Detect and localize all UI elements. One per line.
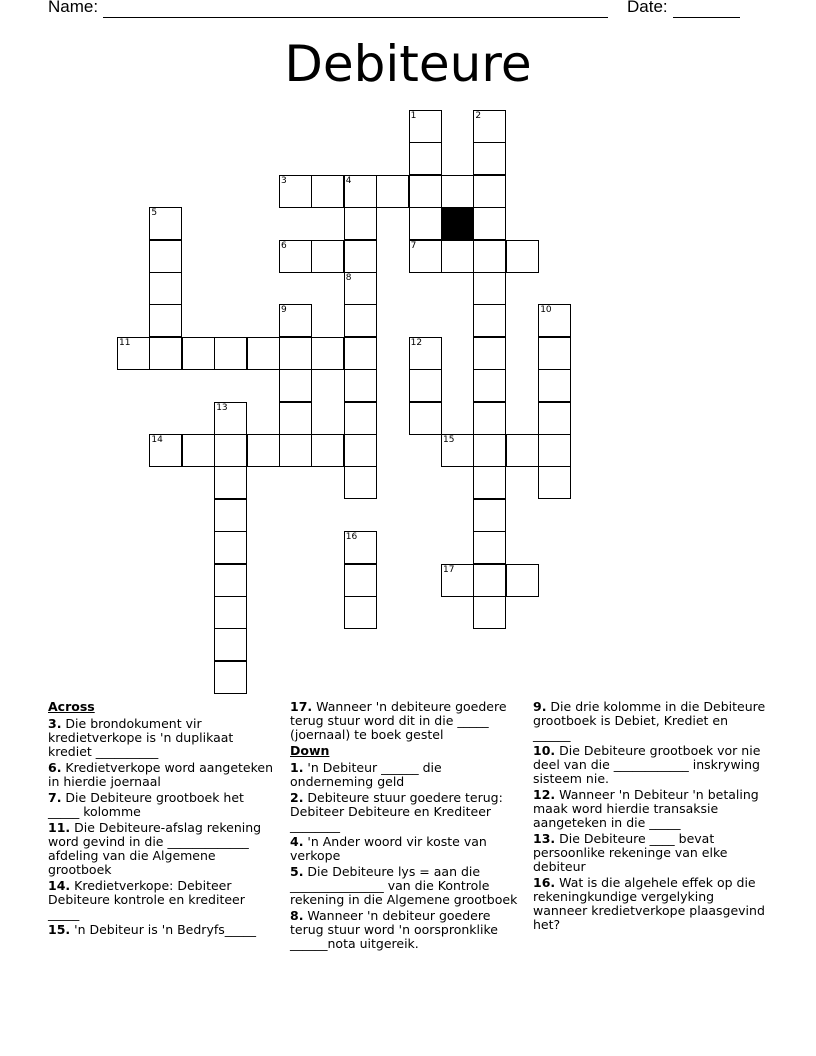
across-heading: Across (48, 699, 95, 714)
crossword-cell[interactable] (344, 434, 377, 467)
crossword-cell[interactable] (344, 175, 377, 208)
crossword-cell[interactable] (149, 304, 182, 337)
clue-number: 8 (345, 273, 352, 283)
clue-number: 9 (281, 305, 287, 316)
crossword-cell[interactable] (182, 337, 215, 370)
clue-number: 6 (281, 240, 287, 251)
crossword-cell[interactable] (473, 272, 506, 305)
crossword-cell[interactable] (473, 207, 506, 240)
crossword-cell[interactable] (214, 531, 247, 564)
crossword-cell[interactable] (311, 175, 344, 208)
crossword-cell[interactable] (182, 434, 215, 467)
crossword-cell[interactable] (214, 466, 247, 499)
clue-number: 17 (443, 564, 455, 575)
crossword-cell[interactable] (279, 337, 312, 370)
clue-text: 'n Debiteur is 'n Bedryfs_____ (70, 922, 257, 937)
clue-number: 16 (345, 532, 358, 543)
clue-number: 14. (48, 878, 71, 893)
crossword-cell[interactable] (344, 240, 377, 273)
clue-number: 17. (290, 699, 313, 714)
clue-number: 3. (48, 716, 62, 731)
crossword-cell[interactable] (409, 207, 442, 240)
across-clue (48, 791, 273, 819)
clue-text: Kredietverkope word aangeteken in hierdie joernaal (48, 760, 274, 789)
crossword-cell[interactable] (473, 531, 506, 564)
crossword-cell[interactable] (344, 466, 377, 499)
down-clue (290, 835, 522, 863)
crossword-cell[interactable] (473, 499, 506, 532)
clue-number: 4. (290, 834, 304, 849)
crossword-cell[interactable] (473, 175, 506, 208)
crossword-cell[interactable] (538, 434, 571, 467)
crossword-cell[interactable] (473, 434, 506, 467)
crossword-cell[interactable] (344, 531, 377, 564)
crossword-cell[interactable] (214, 661, 247, 694)
crossword-cell[interactable] (149, 434, 182, 467)
clue-number: 7 (410, 240, 417, 251)
clue-number: 11. (48, 820, 71, 835)
crossword-cell[interactable] (473, 240, 506, 273)
clue-number: 12 (410, 337, 423, 348)
crossword-cell[interactable] (409, 402, 442, 435)
clue-text: 'n Debiteur ______ die onderneming geld (290, 760, 442, 789)
clue-column-1 (48, 700, 273, 939)
crossword-cell[interactable] (214, 628, 247, 661)
crossword-cell[interactable] (311, 240, 344, 273)
clue-text: Debiteure stuur goedere terug: Debiteer Debiteure en Krediteer ________ (290, 790, 503, 833)
clue-text: Kredietverkope: Debiteer Debiteure kontrole en krediteer _____ (48, 878, 245, 921)
down-clue (290, 791, 522, 833)
crossword-cell[interactable] (376, 175, 409, 208)
clue-number: 15 (443, 435, 455, 445)
clue-number: 6. (48, 760, 62, 775)
crossword-cell[interactable] (538, 466, 571, 499)
clue-text: Die Debiteure-afslag rekening word gevind in die _____________ afdeling van die Algemene grootboek (48, 820, 262, 877)
crossword-cell[interactable] (344, 369, 377, 402)
crossword-cell[interactable] (473, 369, 506, 402)
clue-number: 1 (410, 111, 417, 121)
across-clue (48, 879, 273, 921)
clue-number: 10 (540, 305, 552, 316)
crossword-cell[interactable] (441, 434, 474, 467)
clue-number: 11 (119, 337, 131, 348)
clue-column-2 (290, 700, 522, 953)
clue-column-3 (533, 700, 768, 934)
crossword-cell[interactable] (538, 402, 571, 435)
clue-text: Die Debiteure grootboek vor nie deel van die ____________ inskrywing sisteem nie. (533, 743, 761, 786)
down-clue (533, 832, 768, 874)
clue-text: Die Debiteure ____ bevat persoonlike rekeninge van elke debiteur (533, 831, 728, 874)
across-clue (48, 923, 273, 937)
clue-text: Wanneer 'n debiteur goedere terug stuur word 'n oorspronklike ______nota uitgereik. (290, 908, 498, 951)
across-clue (48, 761, 273, 789)
crossword-cell[interactable] (214, 596, 247, 629)
crossword-cell[interactable] (409, 337, 442, 370)
down-clue (533, 876, 768, 932)
clue-number: 2. (290, 790, 304, 805)
crossword-cell[interactable] (506, 240, 539, 273)
across-clue (48, 821, 273, 877)
crossword-cell[interactable] (311, 434, 344, 467)
crossword-cell[interactable] (441, 240, 474, 273)
crossword-cell[interactable] (279, 240, 312, 273)
clue-text: Wanneer 'n Debiteur 'n betaling maak word hierdie transaksie aangeteken in die _____ (533, 787, 759, 830)
clue-number: 2 (475, 111, 482, 121)
crossword-cell[interactable] (117, 337, 150, 370)
crossword-cell[interactable] (247, 434, 280, 467)
clue-text: Die drie kolomme in die Debiteure grootboek is Debiet, Krediet en ______ (533, 699, 766, 742)
clue-number: 5 (151, 208, 158, 219)
clue-text: Wanneer 'n debiteure goedere terug stuur word dit in die _____ (joernaal) te boek gestel (290, 699, 507, 742)
date-label: Date: (627, 0, 668, 16)
crossword-cell[interactable] (149, 207, 182, 240)
crossword-cell[interactable] (473, 596, 506, 629)
crossword-cell[interactable] (473, 466, 506, 499)
clue-number: 3 (281, 175, 287, 186)
clue-text: Die Debiteure lys = aan die _______________ van die Kontrole rekening in die Algemene grootboek (290, 864, 518, 907)
crossword-cell[interactable] (538, 369, 571, 402)
crossword-cell[interactable] (344, 304, 377, 337)
crossword-cell[interactable] (473, 337, 506, 370)
crossword-cell[interactable] (149, 272, 182, 305)
crossword-cell[interactable] (344, 402, 377, 435)
crossword-cell[interactable] (409, 142, 442, 175)
clue-number: 1. (290, 760, 304, 775)
clue-text: Die brondokument vir kredietverkope is 'n duplikaat krediet __________ (48, 716, 234, 759)
crossword-cell[interactable] (149, 337, 182, 370)
crossword-cell[interactable] (279, 434, 312, 467)
crossword-cell[interactable] (279, 175, 312, 208)
down-heading: Down (290, 743, 330, 758)
crossword-cell[interactable] (344, 337, 377, 370)
clue-number: 13 (216, 402, 228, 413)
crossword-cell[interactable] (409, 369, 442, 402)
crossword-cell[interactable] (473, 142, 506, 175)
down-clue (533, 744, 768, 786)
down-clue (290, 865, 522, 907)
clue-text: 'n Ander woord vir koste van verkope (290, 834, 487, 863)
crossword-cell[interactable] (409, 240, 442, 273)
crossword-cell[interactable] (473, 304, 506, 337)
crossword-cell[interactable] (506, 564, 539, 597)
crossword-cell[interactable] (344, 596, 377, 629)
down-clue (533, 700, 768, 742)
clue-number: 13. (533, 831, 556, 846)
clue-number: 9. (533, 699, 547, 714)
crossword-cell[interactable] (441, 564, 474, 597)
crossword-cell[interactable] (311, 337, 344, 370)
crossword-cell[interactable] (214, 402, 247, 435)
crossword-cell[interactable] (279, 369, 312, 402)
crossword-cell[interactable] (441, 175, 474, 208)
crossword-cell[interactable] (214, 564, 247, 597)
crossword-cell[interactable] (473, 564, 506, 597)
across-clue (48, 717, 273, 759)
clue-number: 14 (151, 435, 163, 445)
crossword-cell[interactable] (214, 337, 247, 370)
crossword-cell[interactable] (279, 304, 312, 337)
clue-number: 12. (533, 787, 556, 802)
crossword-cell[interactable] (344, 272, 377, 305)
crossword-cell[interactable] (409, 110, 442, 143)
crossword-cell[interactable] (149, 240, 182, 273)
crossword-cell[interactable] (214, 499, 247, 532)
clue-number: 8. (290, 908, 304, 923)
clue-number: 15. (48, 922, 71, 937)
crossword-cell[interactable] (279, 402, 312, 435)
clue-number: 4 (345, 175, 352, 186)
crossword-cell[interactable] (409, 175, 442, 208)
clue-number: 7. (48, 790, 62, 805)
down-clue (533, 788, 768, 830)
clue-number: 16. (533, 875, 556, 890)
clue-number: 10. (533, 743, 556, 758)
name-label: Name: (48, 0, 99, 16)
clue-number: 5. (290, 864, 304, 879)
crossword-cell[interactable] (214, 434, 247, 467)
crossword-cell[interactable] (506, 434, 539, 467)
crossword-cell[interactable] (538, 304, 571, 337)
clue-text: Die Debiteure grootboek het _____ kolomme (48, 790, 244, 819)
down-clue (290, 761, 522, 789)
crossword-cell[interactable] (344, 564, 377, 597)
page-title: Debiteure (284, 35, 532, 93)
crossword-cell[interactable] (473, 110, 506, 143)
crossword-cell[interactable] (344, 207, 377, 240)
clue-text: Wat is die algehele effek op die rekeningkundige vergelyking wanneer kredietverkope plaasgevind het? (533, 875, 765, 932)
down-clue (290, 909, 522, 951)
crossword-cell[interactable] (538, 337, 571, 370)
across-clue (290, 700, 522, 742)
crossword-cell[interactable] (473, 402, 506, 435)
black-cell (441, 207, 474, 240)
crossword-cell[interactable] (247, 337, 280, 370)
